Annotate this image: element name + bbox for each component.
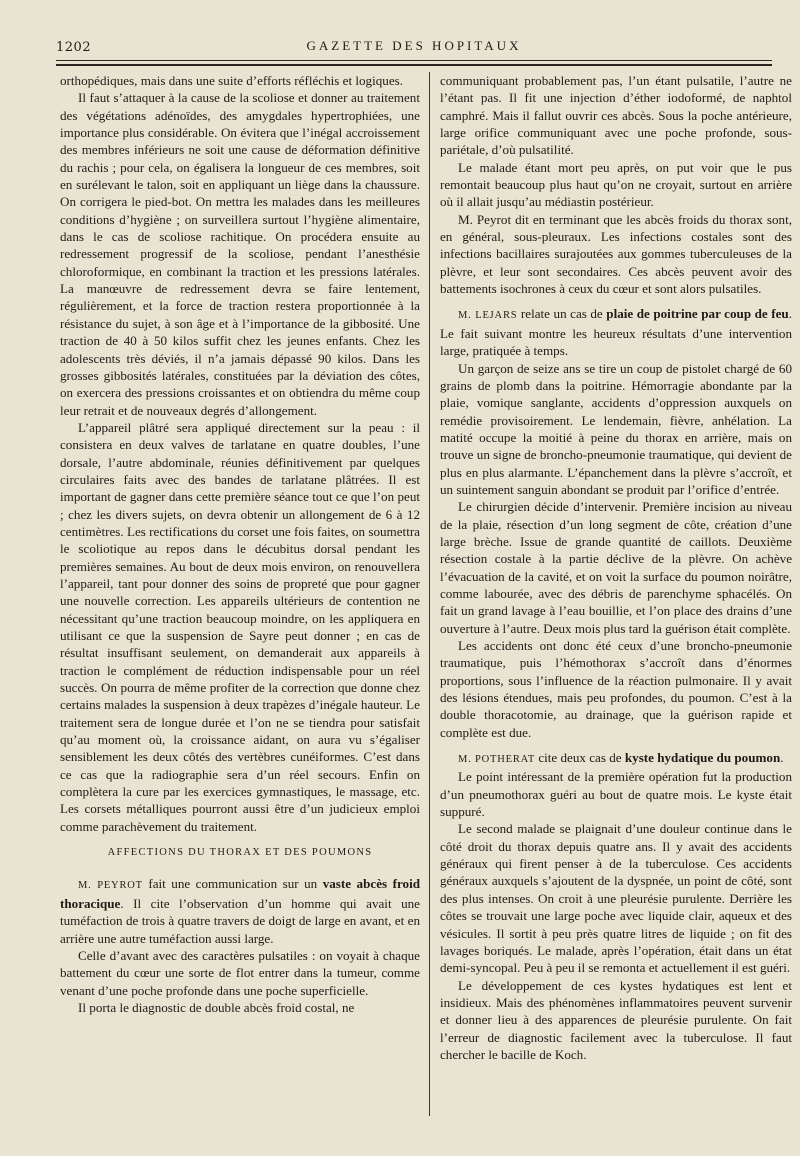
text-run: fait une communication sur un (142, 876, 323, 892)
paragraph-peyrot (60, 875, 420, 946)
column-divider (429, 72, 430, 1116)
header-rule-thick (56, 64, 772, 66)
paragraph: L’appareil plâtré sera appliqué directement sur la peau : il consistera en deux valves de tarlatane en quatre doubles, l’une dorsale, l’autre abdominale, réunies définitivement par quelques circulaires faits avec des bandes de tarlatane plâtrées. Il est important de gagner dans cette première séance tout ce que l’on peut ; chez les divers sujets, on devra obtenir un allongement de 6 à 12 centimètres. Les rectifications du corset une fois faites, on soumettra le scoliotique au repos dans le décubitus dorsal pendant les premières semaines. Au bout de deux mois environ, on renouvellera l’appareil, tant pour donner des soins de propreté que pour gagner une nouvelle correction. Les appareils ultérieurs de contention ne nécessitant qu’une traction beaucoup moindre, on les appliquera en utilisant ce que la suspension de Sayre peut donner ; en cas de résultat insuffisant seulement, on demanderait aux appareils à traction le complément de réduction indispensable pour un réel succès. On pourra de même profiter de la correction que donne chez certains malades la suspension à deux trapèzes d’inégale hauteur. Le traitement sera de longue durée et l’on ne se tiendra pour satisfait qu’au moment où, la croissance aidant, on aura vu s’égaliser sensiblement les deux côtés des vertèbres cunéiformes. C’est dans ce cas que la radiographie sera d’un réel secours. Enfin on complètera la cure par les exercices gymnastiques, le massage, etc. Les corsets métalliques pourront aussi être d’un judicieux emploi comme parachèvement du traitement. (60, 419, 420, 834)
text-run: . Il cite l’observation d’un homme qui avait une tuméfaction de trois à quatre travers de doigt de large en avant, et en arrière une autre tuméfaction aussi large. (60, 895, 420, 946)
paragraph: Un garçon de seize ans se tire un coup de pistolet chargé de 60 grains de plomb dans la poitrine. Hémorragie abondante par la plaie, vomique sanglante, accidents d’oppression auxquels on remédie provisoirement. Le lendemain, fièvre, anhélation. La matité occupe la moitié à peine du thorax en arrière, mais on trouve un signe de broncho-pneumonie traumatique, qui devient de plus en plus alarmante. L’épanchement dans la plèvre s’accroît, et un suintement sanguin abondant se produit par l’orifice d’entrée. (440, 360, 792, 497)
paragraph: Le malade étant mort peu après, on put voir que le pus remontait beaucoup plus haut qu’on ne croyait, surtout en arrière où il allait jusqu’au médiastin postérieur. (440, 159, 792, 210)
right-column (440, 72, 792, 1136)
page-number: 1202 (56, 40, 92, 55)
text-run: cite deux cas de (535, 750, 625, 766)
header-rule-thin (56, 60, 772, 61)
paragraph: orthopédiques, mais dans une suite d’efforts réfléchis et logiques. (60, 73, 404, 88)
paragraph: communiquant probablement pas, l’un étant pulsatile, l’autre ne l’étant pas. Il fit une injection d’éther iodoformé, de naphtol camphré. Mais il fallut ouvrir ces abcès. Sous la poche antérieure, large orifice communiquant avec une poche profonde, sous-pariétale, d’où pulsatilité. (440, 73, 792, 158)
spacer (440, 297, 792, 305)
running-title: GAZETTE DES HOPITAUX (306, 38, 522, 53)
topic-title: kyste hydatique du poumon (624, 750, 781, 766)
paragraph: Il porta le diagnostic de double abcès froid costal, ne (78, 999, 355, 1015)
left-column (60, 72, 420, 1136)
paragraph: M. Peyrot dit en terminant que les abcès froids du thorax sont, en général, sous-pleuraux. Les infections costales sont des infections bacillaires surajoutées aux gommes tuberculeuses de la plèvre, et leur sont secondaires. Ces abcès peuvent avoir des battements isochrones à ceux du cœur et sont alors pulsatiles. (440, 211, 792, 297)
page-header (56, 34, 772, 56)
section-heading: AFFECTIONS DU THORAX ET DES POUMONS (107, 847, 373, 859)
spacer (440, 741, 792, 749)
speaker-name: M. POTHERAT (458, 754, 536, 766)
paragraph-potherat (440, 749, 792, 768)
paragraph: Il faut s’attaquer à la cause de la scoliose et donner au traitement des végétations adénoïdes, des amygdales hypertrophiées, une importance plus considérable. On évitera que l’inégal accroissement des membres inférieurs ne soit une cause de déformation définitive du rachis ; pour cela, on égalisera la longueur de ces membres, soit en surélevant le talon, soit en appliquant un liège dans la chaussure. On corrigera le pied-bot. On mettra les malades dans les meilleures conditions d’hygiène ; on surveillera surtout l’hygiène alimentaire, dans le cas de scoliose rachitique. On procédera ensuite au redressement progressif de la scoliose, pendant l’anesthésie chloroformique, en combinant la traction et les pressions latérales. La manœuvre de redressement devra se faire lentement, régulièrement, et la force de traction restera proportionnée à la résistance du sujet, à son âge et à l’importance de la gibbosité. Une traction de 40 à 50 kilos suffit chez les jeunes enfants. Chez les adolescents très déviés, il n’a jamais dépassé 90 kilos. Dans les grosses gibbosités latérales, constituées par la déviation des côtes, on exercera des pressions croissantes et on obtiendra du même coup leur retrait et de nouveaux degrés d’allongement. (60, 90, 420, 418)
speaker-name: M. PEYROT (78, 880, 143, 892)
paragraph: Le chirurgien décide d’intervenir. Première incision au niveau de la plaie, résection d’un long segment de côte, création d’une large brèche. Issue de grande quantité de caillots. Deuxième résection costale à la partie déclive de la plèvre. On achève l’évacuation de la cavité, et on voit la surface du poumon noirâtre, comme labourée, avec des débris de parenchyme sphacélés. On fait un grand lavage à l’eau bouillie, et l’on place des drains d’une ouverture à l’autre. Deux mois plus tard la guérison était complète. (440, 499, 792, 636)
paragraph: Celle d’avant avec des caractères pulsatiles : on voyait à chaque battement du cœur une sorte de flot entrer dans la tumeur, comme venant d’une poche profonde dans une poche superficielle. (60, 947, 420, 998)
paragraph: Les accidents ont donc été ceux d’une broncho-pneumonie traumatique, puis l’hémothorax s’accroît dans d’énormes proportions, sous l’influence de la réaction pulmonaire. Il y avait des lésions étendues, mais peu profondes, du poumon. C’est à la double thoracotomie, au drainage, que la guérison rapide et complète est due. (440, 638, 792, 740)
paragraph: Le développement de ces kystes hydatiques est lent et insidieux. Mais des phénomènes inflammatoires peuvent survenir et donner lieu à des apparences de pleurésie purulente. On fait l’erreur de diagnostic facilement avec la tuberculose. Il faut chercher le bacille de Koch. (440, 977, 792, 1062)
paragraph-lejars (440, 305, 792, 359)
topic-title: plaie de poitrine par coup de feu (606, 306, 789, 322)
paragraph: Le point intéressant de la première opération fut la production d’un pneumothorax guéri au bout de quatre mois. Le kyste était suppuré. (440, 769, 792, 820)
speaker-name: M. LEJARS (458, 310, 518, 322)
text-run: relate un cas de (517, 306, 607, 322)
text-run: . (780, 750, 784, 766)
paragraph: Le second malade se plaignait d’une douleur continue dans le côté droit du thorax depuis quatre ans. Il y avait des accidents généraux qui firent penser à de la tuberculose. Ces accidents généraux auxquels s’ajoutent de la dyspnée, un point de côté, sont des plus intenses. On croit à une pleurésie purulente. Derrière les côtes se trouvait une large poche avec liquide clair, aqueux et des vésicules. Il sortit à peu près quatre litres de liquide ; on fit des lavages boriqués. Le malade, après l’opération, était dans un état demi-syncopal. Peu à peu il se remonta et actuellement il est guéri. (440, 821, 792, 976)
topic-title: vaste abcès froid thoracique (60, 876, 420, 911)
text-run: . Le fait suivant montre les heureux résultats d’une intervention large, pratiquée à temps. (440, 306, 792, 359)
